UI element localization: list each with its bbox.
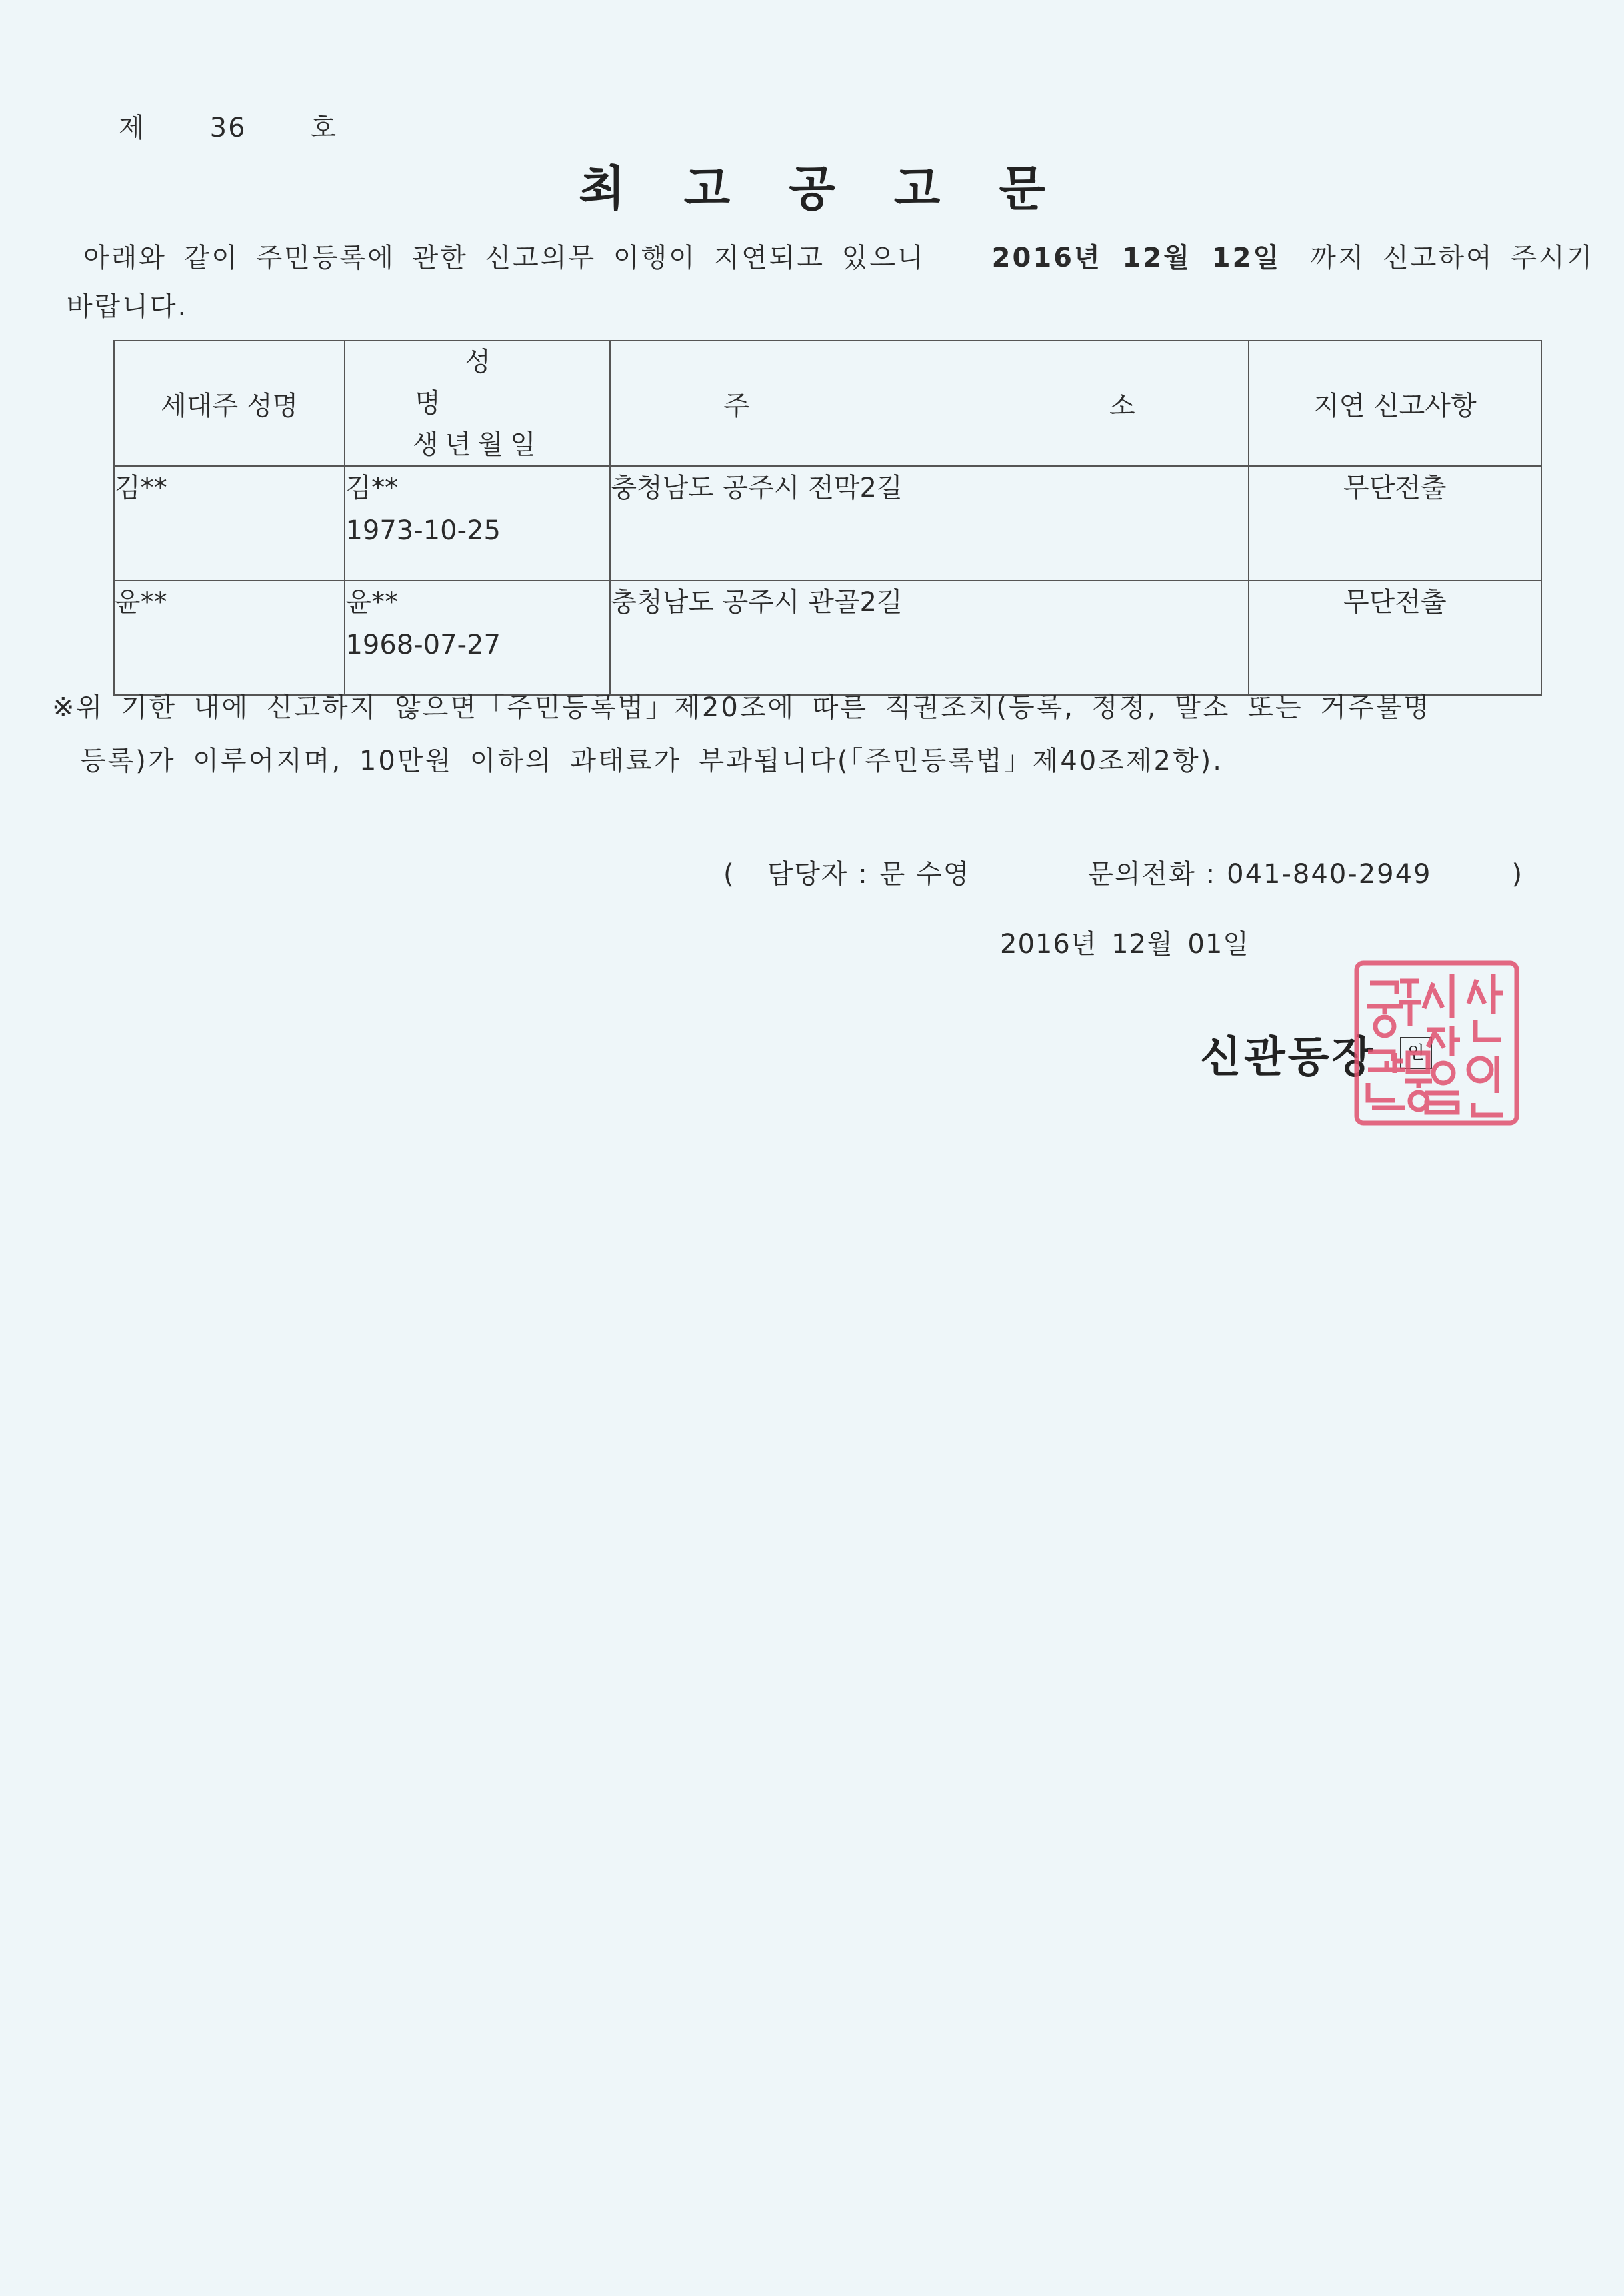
cell-householder: 김** — [114, 466, 345, 580]
deadline-date: 2016년 12월 12일 — [991, 243, 1281, 273]
intro-text-after: 까지 신고하여 주시기 — [1310, 243, 1595, 273]
header-address — [610, 341, 1248, 466]
phone-number: 041-840-2949 — [1227, 859, 1432, 890]
document-number-value: 36 — [209, 113, 247, 143]
intro-text-before: 아래와 같이 주민등록에 관한 신고의무 이행이 지연되고 있으니 — [83, 243, 925, 273]
cell-name: 윤** — [345, 587, 399, 618]
manager-label: 담당자 : — [767, 859, 869, 890]
contact-close-paren: ) — [1511, 859, 1524, 890]
cell-birth: 1973-10-25 — [345, 515, 501, 546]
cell-address: 충청남도 공주시 관골2길 — [610, 580, 1248, 695]
header-address-right: 소 — [1109, 390, 1135, 421]
document-number-prefix: 제 — [119, 113, 146, 143]
header-address-left: 주 — [723, 390, 749, 421]
table-row — [114, 580, 1541, 695]
signer-title: 신관동장 — [1200, 1033, 1376, 1082]
phone-label: 문의전화 : — [1087, 859, 1217, 890]
page-title: 최고공고문 — [579, 161, 1104, 217]
table-header-row — [114, 341, 1541, 466]
contact-open-paren: ( — [723, 859, 735, 890]
cell-name: 김** — [345, 473, 399, 503]
document-number-suffix: 호 — [310, 113, 338, 143]
official-seal-stamp — [1353, 960, 1520, 1126]
cell-reason: 무단전출 — [1249, 580, 1541, 695]
cell-birth: 1968-07-27 — [345, 630, 501, 660]
header-name: 성명 — [415, 347, 591, 419]
contact-info — [723, 853, 1523, 891]
legal-notice-line-2: 등록)가 이루어지며, 10만원 이하의 과태료가 부과됩니다(「주민등록법」제40조제2항). — [80, 746, 1223, 776]
cell-reason: 무단전출 — [1249, 466, 1541, 580]
header-name-birth — [345, 341, 610, 466]
header-householder: 세대주 성명 — [114, 341, 345, 466]
cell-address: 충청남도 공주시 전막2길 — [610, 466, 1248, 580]
manager-name: 문 수영 — [879, 859, 971, 890]
legal-notice-line-1: ※위 기한 내에 신고하지 않으면「주민등록법」제20조에 따른 직권조치(등록, 정정, 말소 또는 거주불명 — [52, 692, 1431, 723]
document-number — [119, 107, 337, 145]
intro-line-1 — [83, 237, 1594, 275]
table-row — [114, 466, 1541, 580]
cell-name-birth — [345, 466, 610, 580]
cell-name-birth — [345, 580, 610, 695]
intro-line-2: 바랍니다. — [67, 291, 189, 322]
seal-mark: 인 — [1400, 1037, 1432, 1069]
overdue-table — [113, 340, 1542, 696]
issue-date: 2016년 12월 01일 — [1000, 929, 1249, 960]
header-reason: 지연 신고사항 — [1249, 341, 1541, 466]
header-birth: 생년월일 — [413, 429, 543, 460]
cell-householder: 윤** — [114, 580, 345, 695]
